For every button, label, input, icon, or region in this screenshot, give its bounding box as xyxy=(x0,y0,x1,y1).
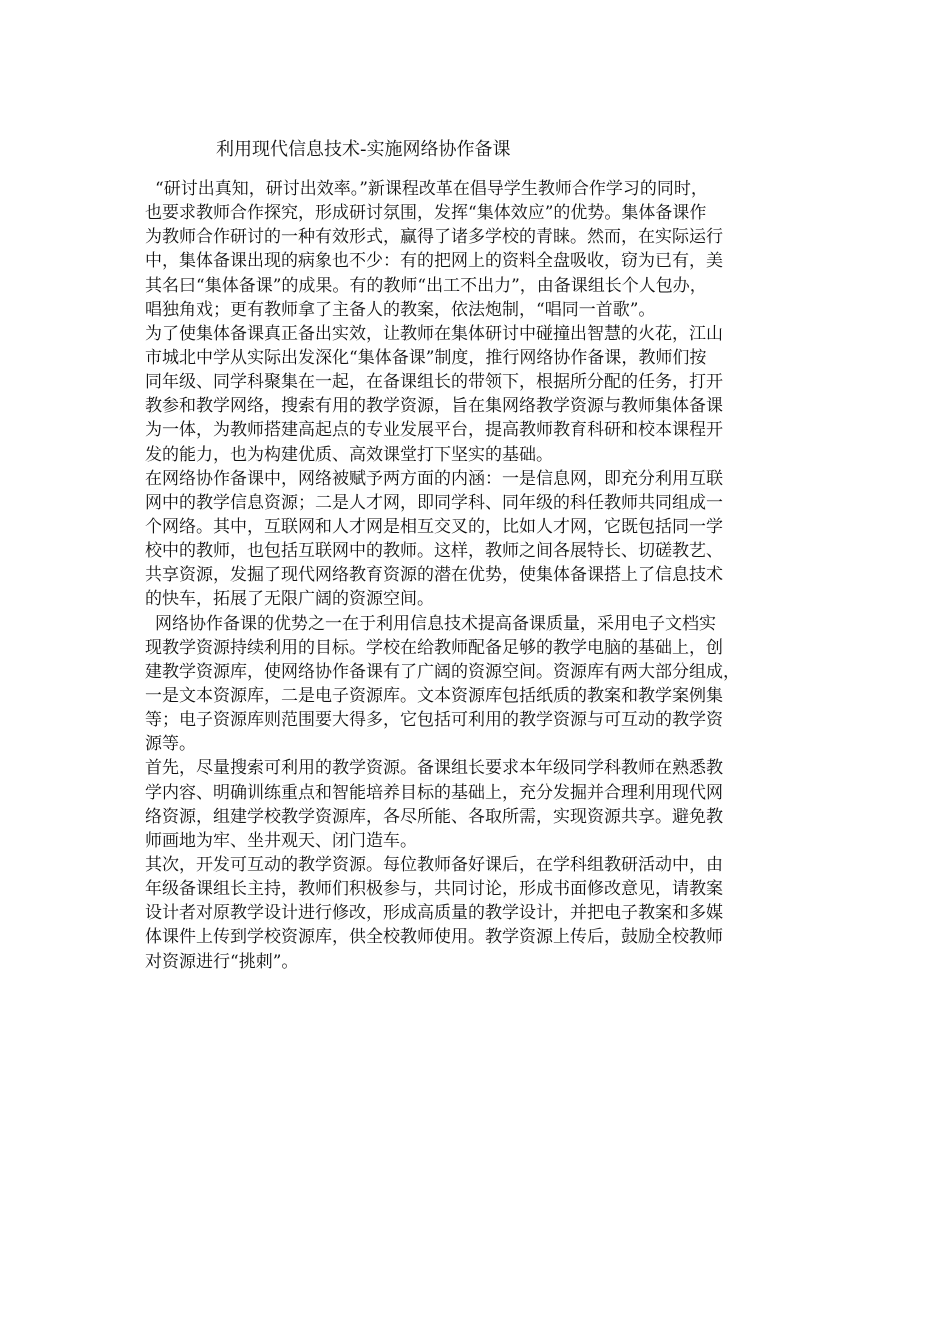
text-line: 其次，开发可互动的教学资源。每位教师备好课后，在学科组教研活动中，由 xyxy=(145,854,723,875)
text-line: 体课件上传到学校资源库，供全校教师使用。教学资源上传后，鼓励全校教师 xyxy=(145,927,723,948)
text-line: “研讨出真知，研讨出效率。”新课程改革在倡导学生教师合作学习的同时， xyxy=(155,179,708,199)
text-line: 络资源，组建学校教学资源库，各尽所能、各取所需，实现资源共享。避免教 xyxy=(145,806,723,827)
text-line: 网络协作备课的优势之一在于利用信息技术提高备课质量，采用电子文档实 xyxy=(155,613,716,634)
text-line: 同年级、同学科聚集在一起，在备课组长的带领下，根据所分配的任务，打开 xyxy=(145,372,723,393)
text-line: 个网络。其中，互联网和人才网是相互交叉的，比如人才网，它既包括同一学 xyxy=(145,516,723,537)
paragraph xyxy=(145,322,817,467)
text-line: 首先，尽量搜索可利用的教学资源。备课组长要求本年级同学科教师在熟悉教 xyxy=(145,758,723,779)
paragraph xyxy=(145,612,817,757)
text-line: 为教师合作研讨的一种有效形式，赢得了诸多学校的青睐。然而，在实际运行 xyxy=(145,227,723,248)
text-line: 市城北中学从实际出发深化“集体备课”制度，推行网络协作备课，教师们按 xyxy=(145,347,707,368)
text-line: 等；电子资源库则范围要大得多，它包括可利用的教学资源与可互动的教学资 xyxy=(145,710,723,731)
text-line: 建教学资源库，使网络协作备课有了广阔的资源空间。资源库有两大部分组成， xyxy=(145,661,740,682)
document-title: 利用现代信息技术-实施网络协作备课 xyxy=(216,139,511,160)
text-line: 设计者对原教学设计进行修改，形成高质量的教学设计，并把电子教案和多媒 xyxy=(145,903,723,924)
paragraph xyxy=(145,756,817,853)
text-line: 年级备课组长主持，教师们积极参与，共同讨论，形成书面修改意见，请教案 xyxy=(145,879,723,900)
text-line: 其名曰“集体备课”的成果。有的教师“出工不出力”，由备课组长个人包办， xyxy=(145,275,707,296)
text-line: 学内容、明确训练重点和智能培养目标的基础上，充分发掘并合理利用现代网 xyxy=(145,782,723,803)
text-line: 网中的教学信息资源；二是人才网，即同学科、同年级的科任教师共同组成一 xyxy=(145,492,723,513)
text-line: 一是文本资源库，二是电子资源库。文本资源库包括纸质的教案和教学案例集 xyxy=(145,685,723,706)
text-line: 的快车，拓展了无限广阔的资源空间。 xyxy=(145,589,434,610)
text-line: 唱独角戏；更有教师拿了主备人的教案，依法炮制，“唱同一首歌”。 xyxy=(145,299,656,320)
text-line: 也要求教师合作探究，形成研讨氛围，发挥“集体效应”的优势。集体备课作 xyxy=(145,203,707,224)
paragraph xyxy=(145,467,817,612)
text-line: 现教学资源持续利用的目标。学校在给教师配备足够的教学电脑的基础上，创 xyxy=(145,637,723,658)
text-line: 教参和教学网络，搜索有用的教学资源，旨在集网络教学资源与教师集体备课 xyxy=(145,396,723,417)
text-line: 在网络协作备课中，网络被赋予两方面的内涵：一是信息网，即充分利用互联 xyxy=(145,468,723,489)
text-line: 为了使集体备课真正备出实效，让教师在集体研讨中碰撞出智慧的火花，江山 xyxy=(145,323,723,344)
text-line: 为一体，为教师搭建高起点的专业发展平台，提高教师教育科研和校本课程开 xyxy=(145,420,723,441)
text-line: 发的能力，也为构建优质、高效课堂打下坚实的基础。 xyxy=(145,444,553,465)
paragraph xyxy=(145,177,817,322)
text-line: 共享资源，发掘了现代网络教育资源的潜在优势，使集体备课搭上了信息技术 xyxy=(145,565,723,586)
text-line: 师画地为牢、坐井观天、闭门造车。 xyxy=(145,830,417,851)
text-line: 对资源进行“挑刺”。 xyxy=(145,951,299,972)
text-line: 源等。 xyxy=(145,734,196,755)
text-line: 中，集体备课出现的病象也不少：有的把网上的资料全盘吸收，窃为已有，美 xyxy=(145,251,723,272)
document-body xyxy=(145,177,817,974)
text-line: 校中的教师，也包括互联网中的教师。这样，教师之间各展特长、切磋教艺、 xyxy=(145,541,723,562)
paragraph xyxy=(145,853,817,974)
